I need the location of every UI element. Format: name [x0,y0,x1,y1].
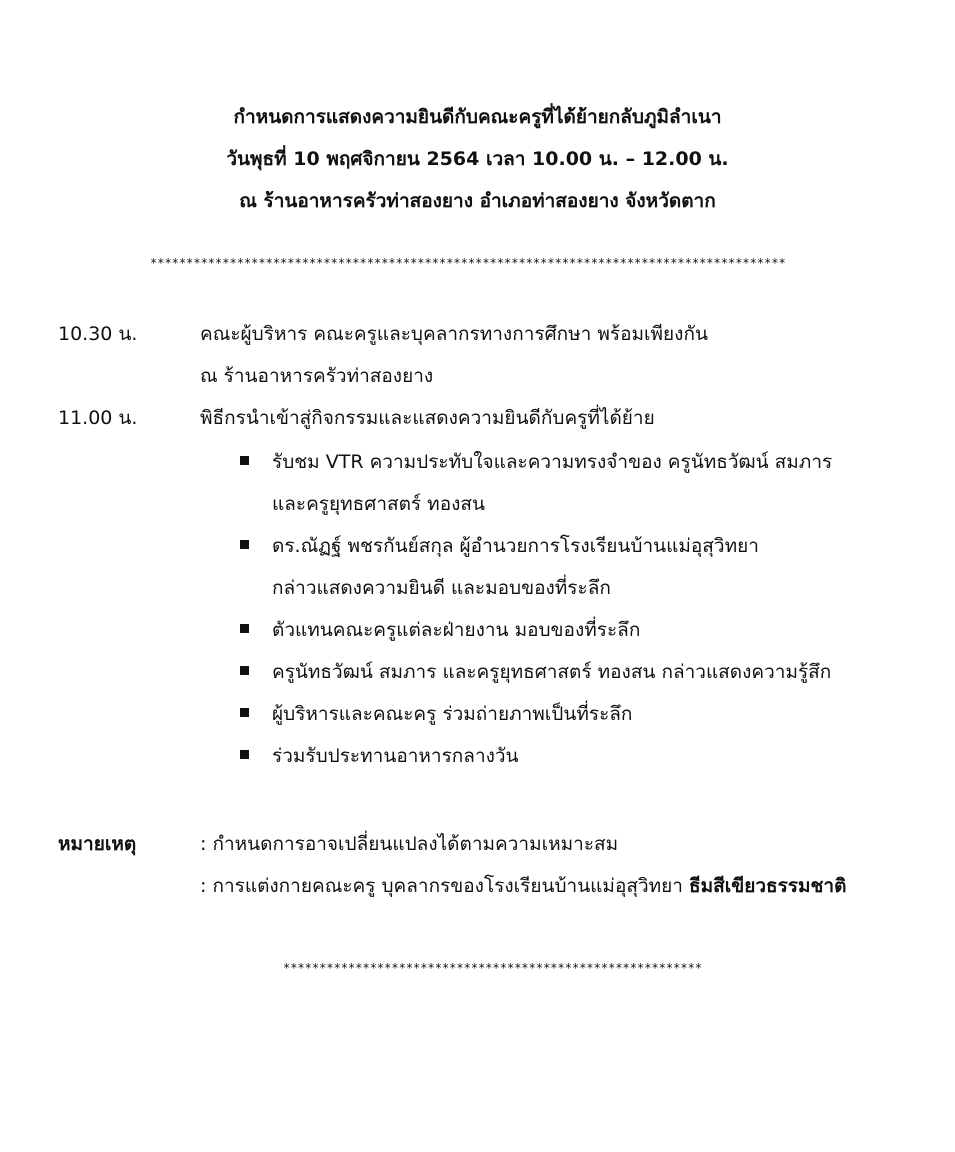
schedule-time: 11.00 น. [58,407,138,429]
bullet-icon [240,540,249,549]
list-item-continuation: และครูยุทธศาสตร์ ทองสน [272,493,485,515]
bullet-icon [240,750,249,759]
schedule-text: คณะผู้บริหาร คณะครูและบุคลากรทางการศึกษา พร้อมเพียงกัน [200,323,708,345]
notes-label: หมายเหตุ [58,833,137,855]
note-text [200,873,846,899]
event-date-time: วันพุธที่ 10 พฤศจิกายน 2564 เวลา 10.00 น. – 12.00 น. [226,148,729,170]
bullet-icon [240,624,249,633]
separator-top: **************************************************************************************** [150,256,786,270]
list-item: ดร.ณัฏฐ์ พชรกันย์สกุล ผู้อำนวยการโรงเรียนบ้านแม่อุสุวิทยา [272,535,759,557]
bullet-icon [240,666,249,675]
list-item: รับชม VTR ความประทับใจและความทรงจำของ ครูนัทธวัฒน์ สมภาร [272,451,833,473]
note-text: : กำหนดการอาจเปลี่ยนแปลงได้ตามความเหมาะสม [200,833,619,855]
list-item-continuation: กล่าวแสดงความยินดี และมอบของที่ระลึก [272,577,611,599]
separator-bottom: ********************************************************** [283,961,703,975]
note-text-prefix: : การแต่งกายคณะครู บุคลากรของโรงเรียนบ้านแม่อุสุวิทยา [200,875,683,897]
list-item: ตัวแทนคณะครูแต่ละฝ่ายงาน มอบของที่ระลึก [272,619,641,641]
list-item: ร่วมรับประทานอาหารกลางวัน [272,745,519,767]
list-item: ครูนัทธวัฒน์ สมภาร และครูยุทธศาสตร์ ทองสน กล่าวแสดงความรู้สึก [272,661,832,683]
schedule-text: พิธีกรนำเข้าสู่กิจกรรมและแสดงความยินดีกับครูที่ได้ย้าย [200,407,655,429]
schedule-text: ณ ร้านอาหารครัวท่าสองยาง [200,365,434,387]
note-text-emphasis: ธีมสีเขียวธรรมชาติ [689,875,847,897]
bullet-icon [240,456,249,465]
event-location: ณ ร้านอาหารครัวท่าสองยาง อำเภอท่าสองยาง จังหวัดตาก [239,190,716,212]
bullet-icon [240,708,249,717]
schedule-time: 10.30 น. [58,323,138,345]
list-item: ผู้บริหารและคณะครู ร่วมถ่ายภาพเป็นที่ระลึก [272,703,633,725]
page-title: กำหนดการแสดงความยินดีกับคณะครูที่ได้ย้ายกลับภูมิลำเนา [233,106,722,128]
